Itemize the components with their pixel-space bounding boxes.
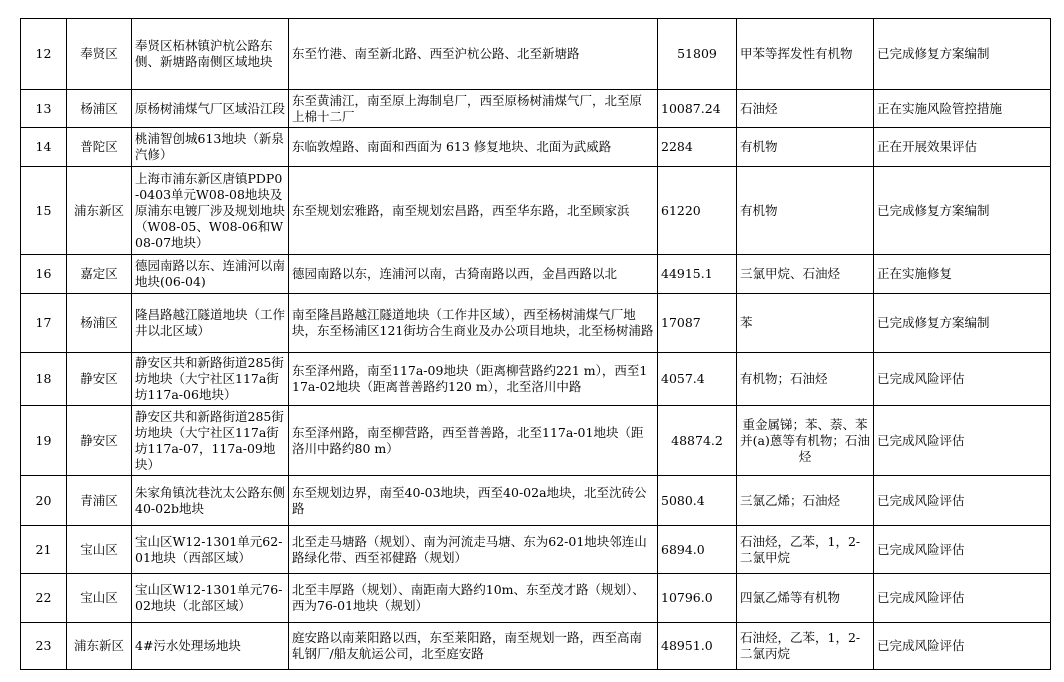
boundary-cell: 北至丰厚路（规划）、南距南大路约10m、东至茂才路（规划）、西为76-01地块（规划） (289, 574, 658, 623)
table-row (21, 623, 1051, 670)
district-cell: 静安区 (67, 353, 132, 406)
boundary-cell: 东至规划边界，南至40-03地块，西至40-02a地块，北至沈砖公路 (289, 476, 658, 526)
area-cell: 2284 (658, 128, 737, 167)
plot-name-cell: 原杨树浦煤气厂区域沿江段 (132, 90, 289, 128)
table-row (21, 476, 1051, 526)
pollutant-cell: 苯 (737, 294, 874, 353)
plot-name-cell: 宝山区W12-1301单元62-01地块（西部区域） (132, 526, 289, 574)
status-cell: 已完成风险评估 (874, 574, 1051, 623)
status-cell: 已完成风险评估 (874, 406, 1051, 476)
area-cell: 4057.4 (658, 353, 737, 406)
status-cell: 已完成修复方案编制 (874, 294, 1051, 353)
plot-name-cell: 静安区共和新路街道285街坊地块（大宁社区117a街坊117a-06地块） (132, 353, 289, 406)
area-cell: 44915.1 (658, 255, 737, 294)
pollutant-cell: 三氯乙烯；石油烃 (737, 476, 874, 526)
area-cell: 10087.24 (658, 90, 737, 128)
status-cell: 已完成风险评估 (874, 476, 1051, 526)
area-cell: 51809 (658, 19, 737, 90)
pollutant-cell: 重金属锑；苯、萘、苯并(a)蒽等有机物；石油烃 (737, 406, 874, 476)
area-cell: 5080.4 (658, 476, 737, 526)
row-number: 18 (21, 353, 67, 406)
row-number: 20 (21, 476, 67, 526)
district-cell: 宝山区 (67, 526, 132, 574)
row-number: 14 (21, 128, 67, 167)
table-row (21, 128, 1051, 167)
row-number: 12 (21, 19, 67, 90)
pollutant-cell: 有机物 (737, 128, 874, 167)
boundary-cell: 德园南路以东，连浦河以南，古猗南路以西，金昌西路以北 (289, 255, 658, 294)
district-cell: 嘉定区 (67, 255, 132, 294)
table-row (21, 294, 1051, 353)
plot-name-cell: 4#污水处理场地块 (132, 623, 289, 670)
plot-name-cell: 朱家角镇沈巷沈太公路东侧40-02b地块 (132, 476, 289, 526)
table-row (21, 255, 1051, 294)
row-number: 13 (21, 90, 67, 128)
boundary-cell: 东至泽州路，南至117a-09地块（距离柳营路约221 m），西至117a-02地块（距离普善路约120 m），北至洛川中路 (289, 353, 658, 406)
status-cell: 正在实施修复 (874, 255, 1051, 294)
pollutant-cell: 石油烃 (737, 90, 874, 128)
area-cell: 17087 (658, 294, 737, 353)
table-row (21, 167, 1051, 255)
boundary-cell: 东至竹港、南至新北路、西至沪杭公路、北至新塘路 (289, 19, 658, 90)
area-cell: 48951.0 (658, 623, 737, 670)
area-cell: 10796.0 (658, 574, 737, 623)
district-cell: 青浦区 (67, 476, 132, 526)
boundary-cell: 北至走马塘路（规划）、南为河流走马塘、东为62-01地块邻连山路绿化带、西至祁健路（规划） (289, 526, 658, 574)
row-number: 16 (21, 255, 67, 294)
district-cell: 浦东新区 (67, 623, 132, 670)
district-cell: 浦东新区 (67, 167, 132, 255)
status-cell: 已完成修复方案编制 (874, 167, 1051, 255)
status-cell: 已完成风险评估 (874, 353, 1051, 406)
district-cell: 静安区 (67, 406, 132, 476)
boundary-cell: 东至黄浦江，南至原上海制皂厂，西至原杨树浦煤气厂，北至原上棉十二厂 (289, 90, 658, 128)
table-row (21, 574, 1051, 623)
pollutant-cell: 有机物；石油烃 (737, 353, 874, 406)
district-cell: 杨浦区 (67, 90, 132, 128)
status-cell: 已完成风险评估 (874, 623, 1051, 670)
table-row (21, 526, 1051, 574)
area-cell: 61220 (658, 167, 737, 255)
district-cell: 杨浦区 (67, 294, 132, 353)
table-row (21, 90, 1051, 128)
table-row (21, 353, 1051, 406)
pollutant-cell: 四氯乙烯等有机物 (737, 574, 874, 623)
boundary-cell: 南至隆昌路越江隧道地块（工作井区域），西至杨树浦煤气厂地块，东至杨浦区121街坊合生商业及办公项目地块，北至杨树浦路 (289, 294, 658, 353)
pollutant-cell: 有机物 (737, 167, 874, 255)
status-cell: 正在实施风险管控措施 (874, 90, 1051, 128)
pollutant-cell: 石油烃，乙苯，1，2-二氯甲烷 (737, 526, 874, 574)
district-cell: 奉贤区 (67, 19, 132, 90)
row-number: 15 (21, 167, 67, 255)
pollutant-cell: 甲苯等挥发性有机物 (737, 19, 874, 90)
row-number: 19 (21, 406, 67, 476)
boundary-cell: 庭安路以南莱阳路以西，东至莱阳路，南至规划一路，西至高南轧钢厂/船友航运公司，北至庭安路 (289, 623, 658, 670)
plot-name-cell: 奉贤区柘林镇沪杭公路东侧、新塘路南侧区域地块 (132, 19, 289, 90)
area-cell: 6894.0 (658, 526, 737, 574)
status-cell: 已完成修复方案编制 (874, 19, 1051, 90)
table-row (21, 19, 1051, 90)
plot-name-cell: 隆昌路越江隧道地块（工作井以北区域） (132, 294, 289, 353)
plot-name-cell: 桃浦智创城613地块（新泉汽修） (132, 128, 289, 167)
boundary-cell: 东至泽州路，南至柳营路，西至普善路，北至117a-01地块（距洛川中路约80 m） (289, 406, 658, 476)
plot-name-cell: 德园南路以东、连浦河以南地块(06-04) (132, 255, 289, 294)
plot-name-cell: 静安区共和新路街道285街坊地块（大宁社区117a街坊117a-07，117a-09地块） (132, 406, 289, 476)
area-cell: 48874.2 (658, 406, 737, 476)
district-cell: 宝山区 (67, 574, 132, 623)
boundary-cell: 东至规划宏雅路，南至规划宏昌路，西至华东路，北至顾家浜 (289, 167, 658, 255)
district-cell: 普陀区 (67, 128, 132, 167)
pollutant-cell: 石油烃，乙苯，1，2-二氯丙烷 (737, 623, 874, 670)
pollutant-cell: 三氯甲烷、石油烃 (737, 255, 874, 294)
row-number: 21 (21, 526, 67, 574)
table-row (21, 406, 1051, 476)
contaminated-sites-table (20, 18, 1051, 670)
status-cell: 正在开展效果评估 (874, 128, 1051, 167)
status-cell: 已完成风险评估 (874, 526, 1051, 574)
row-number: 22 (21, 574, 67, 623)
plot-name-cell: 宝山区W12-1301单元76-02地块（北部区域） (132, 574, 289, 623)
plot-name-cell: 上海市浦东新区唐镇PDP0-0403单元W08-08地块及原浦东电镀厂涉及规划地块（W08-05、W08-06和W08-07地块） (132, 167, 289, 255)
boundary-cell: 东临敦煌路、南面和西面为 613 修复地块、北面为武威路 (289, 128, 658, 167)
row-number: 23 (21, 623, 67, 670)
row-number: 17 (21, 294, 67, 353)
